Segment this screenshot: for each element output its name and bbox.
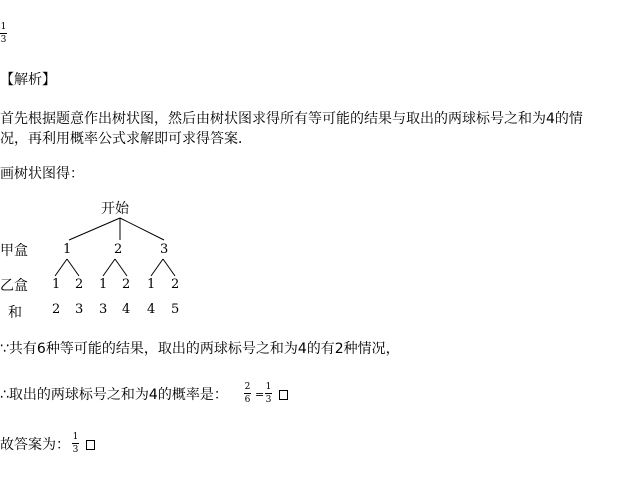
fraction-denominator: 3 [265,395,272,405]
fraction-bar [244,393,251,394]
fraction-denominator: 3 [72,445,79,455]
tree-level2-node: 2 [171,277,180,292]
analysis-heading: 【解析】 [0,72,56,88]
fraction-denominator: 6 [244,395,251,405]
explanation-line-1: 首先根据题意作出树状图，然后由树状图求得所有等可能的结果与取出的两球标号之和为4的情 [0,111,583,127]
final-answer-fraction [72,432,79,455]
tree-edge-2-1 [103,259,115,276]
probability-fraction [244,382,251,405]
answer-numerator: 1 [0,22,7,32]
tree-edge-2-2 [115,259,127,276]
tree-level2-node: 2 [75,277,84,292]
fraction-numerator: 1 [72,432,79,442]
simplified-fraction [265,382,272,405]
tree-edge-3-2 [163,259,175,276]
equals-sign: = [255,388,265,401]
tree-level1-node: 2 [114,242,123,257]
placeholder-box-icon [279,390,288,400]
placeholder-box-icon [86,440,95,450]
row-label-sum: 和 [8,305,22,321]
fraction-numerator: 1 [265,382,272,392]
draw-tree-label: 画树状图得： [0,166,84,182]
tree-level2-node: 1 [52,277,61,292]
tree-sum-value: 5 [171,302,180,317]
tree-sum-value: 4 [147,302,156,317]
tree-sum-value: 4 [122,302,131,317]
tree-level1-node: 3 [160,242,169,257]
fraction-numerator: 2 [244,382,251,392]
tree-edge-3-1 [151,259,163,276]
tree-sum-value: 3 [75,302,84,317]
tree-sum-value: 3 [99,302,108,317]
final-answer-line: 故答案为： [0,437,70,453]
row-label-box-b: 乙盒 [0,278,28,294]
fraction-bar [265,393,272,394]
tree-edge-1-1 [55,259,67,276]
tree-edge-root-3 [120,218,164,240]
therefore-line: ∴取出的两球标号之和为4的概率是： [0,387,228,403]
tree-level2-node: 2 [122,277,131,292]
explanation-line-2: 况，再利用概率公式求解即可求得答案． [0,131,252,147]
because-line: ∵共有6种等可能的结果，取出的两球标号之和为4的有2种情况， [0,341,400,357]
answer-denominator: 3 [0,35,7,45]
tree-root: 开始 [101,201,129,217]
tree-level1-node: 1 [63,242,72,257]
tree-edge-root-1 [69,218,120,240]
tree-edge-1-2 [67,259,79,276]
tree-level2-node: 1 [147,277,156,292]
tree-sum-value: 2 [52,302,61,317]
tree-level2-node: 1 [99,277,108,292]
row-label-box-a: 甲盒 [0,243,28,259]
fraction-bar [72,443,79,444]
